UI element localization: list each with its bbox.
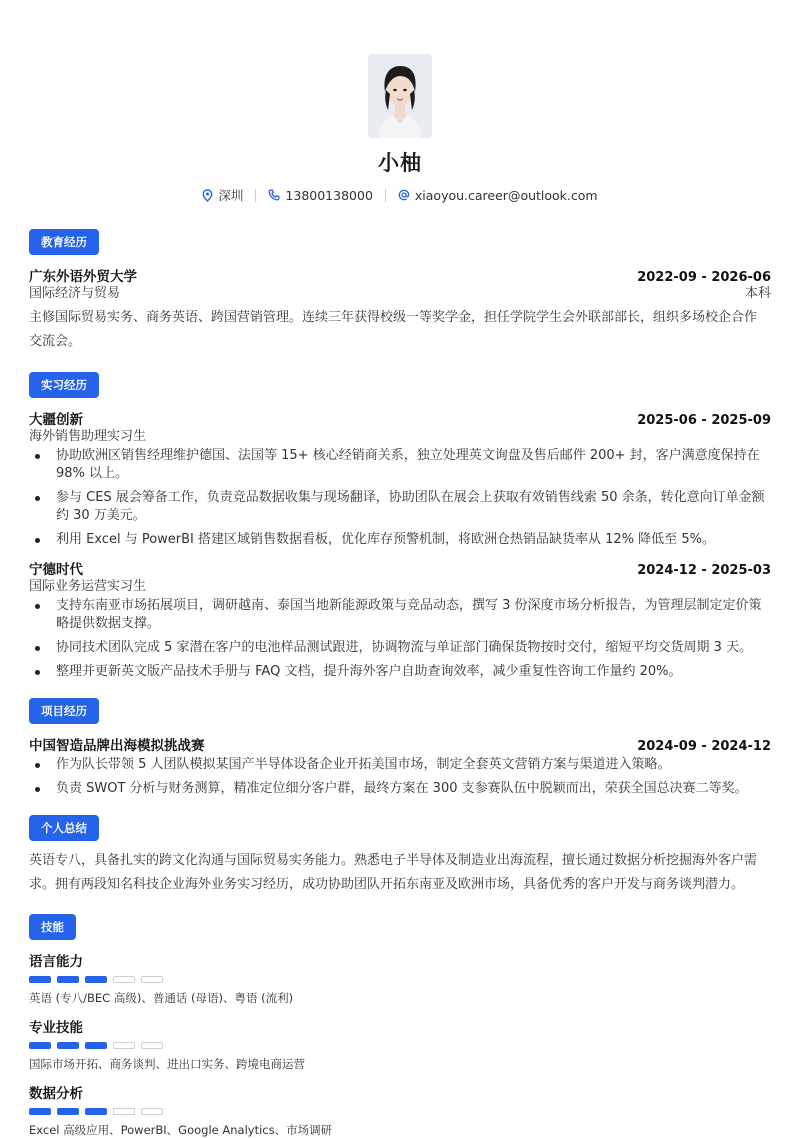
skill-bar-filled [29, 1042, 51, 1049]
role-text: 国际业务运营实习生 [29, 579, 147, 594]
project-bullets [29, 756, 771, 798]
profile-photo-illustration [368, 54, 432, 138]
contact-info [29, 186, 771, 204]
internship-entry [29, 558, 771, 681]
internship-role [29, 578, 771, 595]
skill-bar-filled [85, 1108, 107, 1115]
education-section [29, 229, 771, 354]
skill-level-bars [29, 976, 771, 983]
education-entry-sub [29, 285, 771, 302]
contact-phone [268, 188, 372, 203]
contact-divider [385, 189, 386, 202]
project-section-tag: 项目经历 [29, 698, 99, 724]
skill-level-bars [29, 1108, 771, 1115]
skills-section-tag: 技能 [29, 914, 76, 940]
education-entry-head [29, 265, 771, 285]
bullet-line: 略提供数据支撑。 [56, 616, 161, 631]
skill-bar-filled [57, 1108, 79, 1115]
skill-bar-empty [113, 976, 135, 983]
bullet-item [29, 597, 771, 633]
skill-bar-filled [85, 1042, 107, 1049]
bullet-line: 约 30 万美元。 [56, 508, 146, 523]
bullet-item [29, 663, 771, 681]
skill-bar-filled [57, 976, 79, 983]
internship-section-tag: 实习经历 [29, 372, 99, 398]
bullet-line: 支持东南亚市场拓展项目，调研越南、泰国当地新能源政策与竞品动态，撰写 3 份深度市场分析报告，为管理层制定定价策 [56, 598, 762, 613]
skill-description: Excel 高级应用、PowerBI、Google Analytics、市场调研 [29, 1123, 333, 1137]
internship-entry [29, 408, 771, 549]
education-section-tag: 教育经历 [29, 229, 99, 255]
bullet-line: 协助欧洲区销售经理维护德国、法国等 15+ 核心经销商关系，独立处理英文询盘及售后邮件 200+ 封，客户满意度保持在 [56, 448, 760, 463]
project-name: 中国智造品牌出海模拟挑战赛 [29, 738, 205, 754]
bullet-item [29, 489, 771, 525]
skill-bar-filled [57, 1042, 79, 1049]
contact-location [202, 186, 243, 204]
email-text: xiaoyou.career@outlook.com [414, 187, 598, 203]
degree: 本科 [744, 286, 771, 301]
bullet-item [29, 531, 771, 549]
project-entry-head [29, 734, 771, 754]
education-desc-line: 交流会。 [29, 334, 82, 349]
skill-description: 英语 (专八/BEC 高级)、普通话 (母语)、粤语 (流利) [29, 991, 294, 1005]
at-email-icon [398, 189, 410, 201]
internship-role [29, 428, 771, 445]
bullet-item: 负责 SWOT 分析与财务测算，精准定位细分客户群，最终方案在 300 支参赛队伍中脱颖而出，荣获全国总决赛二等奖。 [29, 780, 771, 798]
contact-email [398, 188, 598, 203]
phone-icon [268, 189, 280, 201]
bullet-line: 参与 CES 展会筹备工作，负责竞品数据收集与现场翻译，协助团队在展会上获取有效销售线索 50 余条，转化意向订单金额 [56, 490, 765, 505]
company-name: 大疆创新 [29, 412, 83, 428]
skill-name: 数据分析 [29, 1086, 83, 1102]
project-section [29, 698, 771, 798]
education-date: 2022-09 - 2026-06 [637, 270, 771, 285]
skill-bar-empty [141, 1108, 163, 1115]
bullet-item: 作为队长带领 5 人团队模拟某国产半导体设备企业开拓美国市场，制定全套英文营销方案与渠道进入策略。 [29, 756, 771, 774]
school-name: 广东外语外贸大学 [29, 269, 137, 285]
skills-section [29, 914, 771, 1138]
candidate-name: 小柚 [378, 151, 422, 175]
education-desc-line: 主修国际贸易实务、商务英语、跨国营销管理。连续三年获得校级一等奖学金，担任学院学生会外联部部长，组织多场校企合作 [29, 310, 758, 325]
bullet-line: 协同技术团队完成 5 家潜在客户的电池样品测试跟进，协调物流与单证部门确保货物按时交付，缩短平均交货周期 3 天。 [56, 640, 753, 655]
internship-date: 2025-06 - 2025-09 [637, 413, 771, 428]
education-description [29, 306, 771, 354]
location-pin-icon [202, 189, 213, 202]
contact-divider [255, 189, 256, 202]
role-text: 海外销售助理实习生 [29, 429, 147, 444]
summary-section-tag: 个人总结 [29, 815, 99, 841]
skill-name: 专业技能 [29, 1020, 83, 1036]
bullet-line: 整理并更新英文版产品技术手册与 FAQ 文档，提升海外客户自助查询效率，减少重复性咨询工作量约 20%。 [56, 664, 682, 679]
skill-description: 国际市场开拓、商务谈判、进出口实务、跨境电商运营 [29, 1057, 305, 1071]
skill-bar-empty [141, 976, 163, 983]
company-name: 宁德时代 [29, 562, 83, 578]
skill-bar-empty [113, 1108, 135, 1115]
resume-header [29, 0, 771, 204]
internship-date: 2024-12 - 2025-03 [637, 563, 771, 578]
summary-line: 英语专八，具备扎实的跨文化沟通与国际贸易实务能力。熟悉电子半导体及制造业出海流程，擅长通过数据分析挖掘海外客户需 [29, 853, 758, 868]
internship-bullets [29, 447, 771, 549]
bullet-item [29, 447, 771, 483]
major: 国际经济与贸易 [29, 286, 121, 301]
bullet-item [29, 639, 771, 657]
skill-item [29, 950, 771, 1006]
skill-item [29, 1016, 771, 1072]
bullet-line: 利用 Excel 与 PowerBI 搭建区域销售数据看板，优化库存预警机制，将欧洲仓热销品缺货率从 12% 降低至 5%。 [56, 532, 715, 547]
summary-text [29, 849, 771, 897]
skill-bar-filled [29, 976, 51, 983]
skill-bar-empty [113, 1042, 135, 1049]
skill-bar-filled [29, 1108, 51, 1115]
skill-name: 语言能力 [29, 954, 83, 970]
location-text: 深圳 [218, 188, 244, 203]
internship-entry-head [29, 408, 771, 428]
skill-level-bars [29, 1042, 771, 1049]
skill-bar-empty [141, 1042, 163, 1049]
internship-entry-head [29, 558, 771, 578]
profile-photo [368, 54, 432, 138]
summary-section [29, 815, 771, 897]
internship-bullets [29, 597, 771, 681]
summary-line: 求。拥有两段知名科技企业海外业务实习经历，成功协助团队开拓东南亚及欧洲市场，具备优秀的客户开发与商务谈判潜力。 [29, 877, 745, 892]
project-date: 2024-09 - 2024-12 [637, 739, 771, 754]
bullet-line: 98% 以上。 [56, 466, 129, 481]
internship-section [29, 372, 771, 681]
phone-text: 13800138000 [285, 187, 373, 203]
skill-bar-filled [85, 976, 107, 983]
